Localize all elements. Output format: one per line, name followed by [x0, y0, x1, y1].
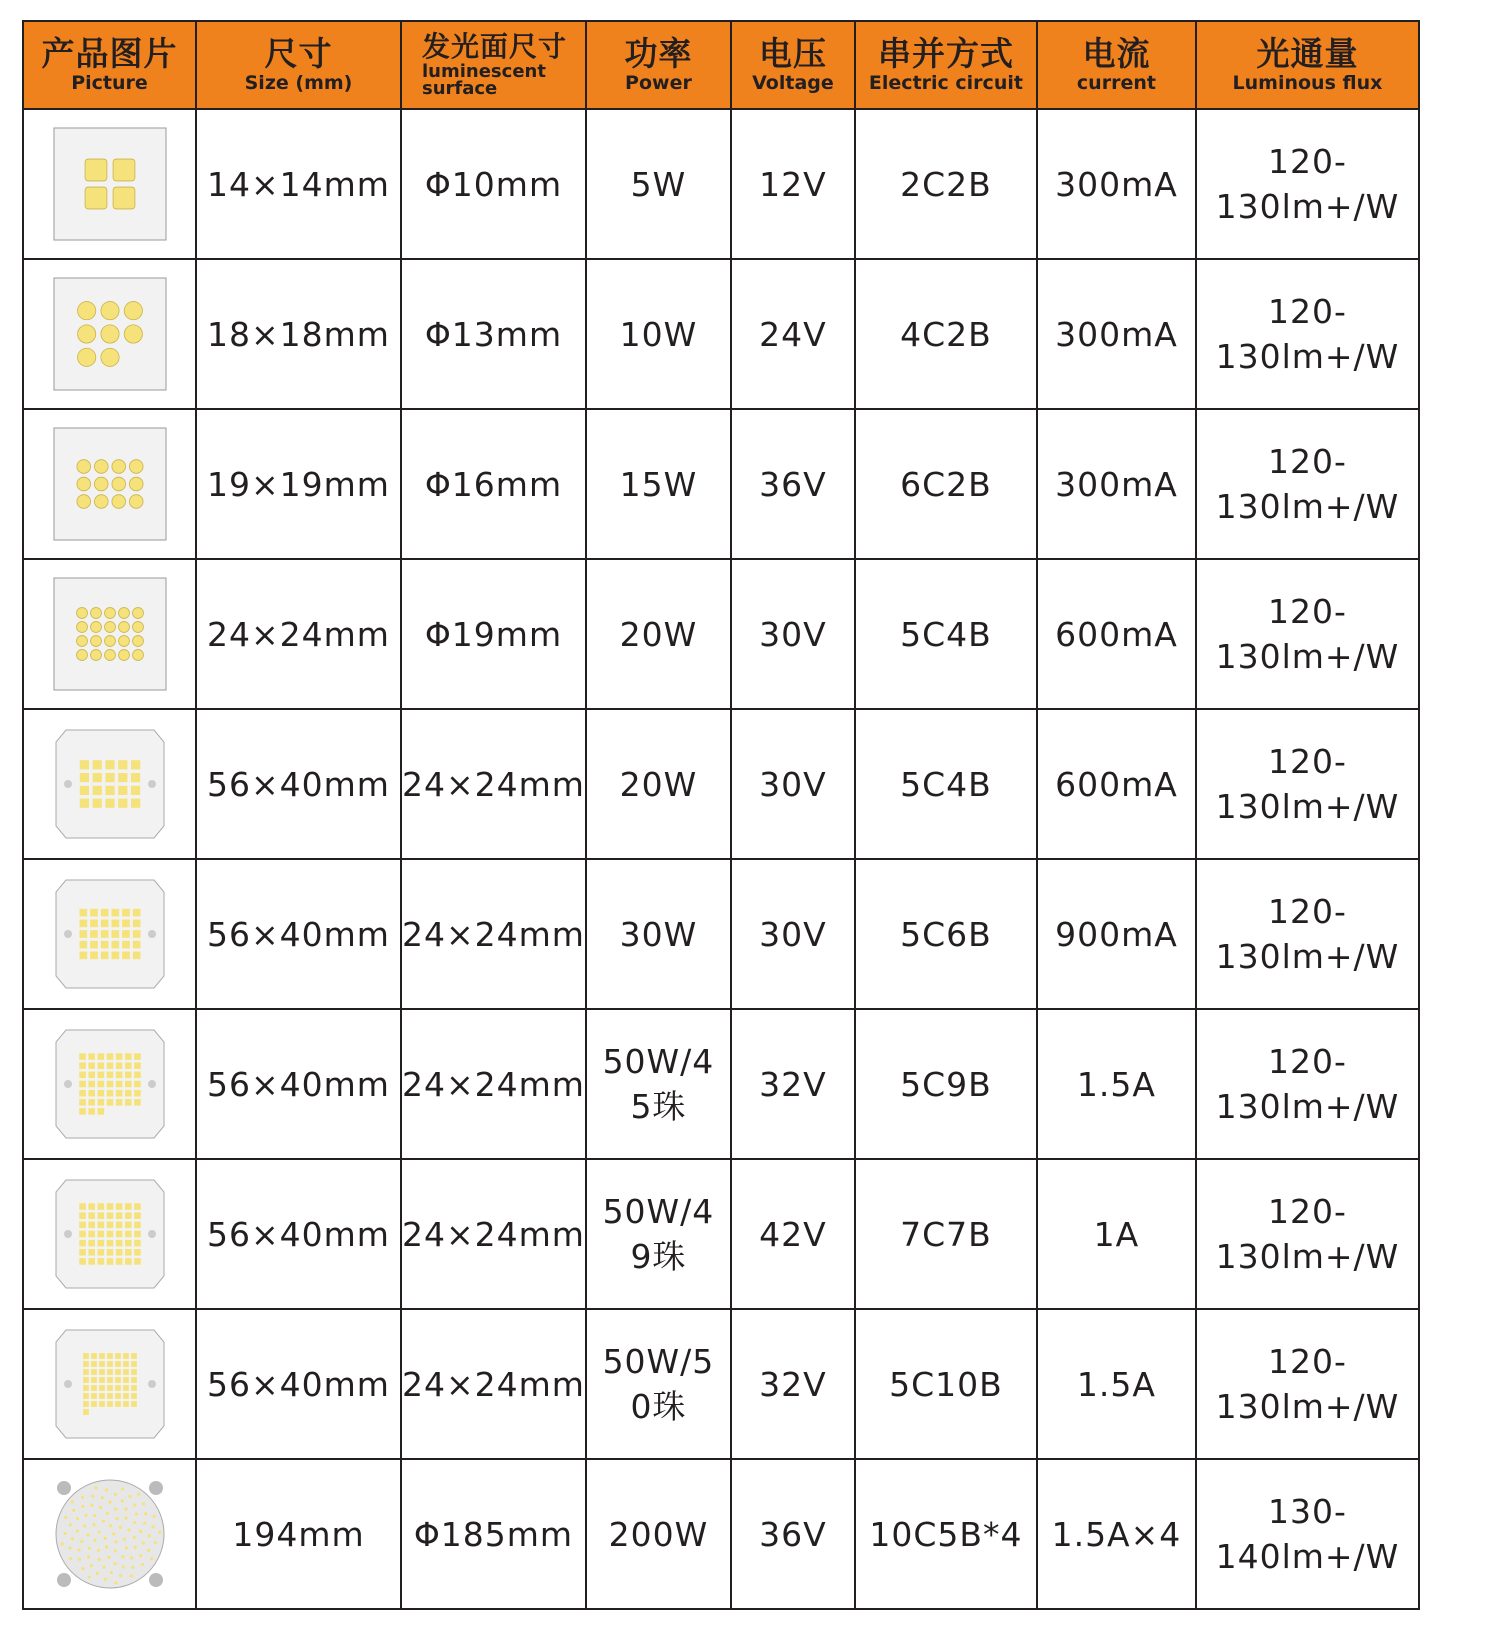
- power-cell: 10W: [586, 259, 731, 409]
- circuit-cell: 5C4B: [855, 559, 1037, 709]
- surface-cell: 24×24mm: [401, 859, 586, 1009]
- picture-cell: [23, 1309, 196, 1459]
- surface-cell: 24×24mm: [401, 1309, 586, 1459]
- surface-cell: 24×24mm: [401, 709, 586, 859]
- flux-line: 130lm+/W: [1215, 637, 1400, 676]
- flux-line: 120-: [1267, 442, 1347, 481]
- size-cell: 24×24mm: [196, 559, 401, 709]
- current-cell: 1.5A: [1037, 1309, 1196, 1459]
- table-row: [23, 1309, 1419, 1459]
- flux-line: 120-: [1267, 1342, 1347, 1381]
- voltage-cell: 32V: [731, 1309, 855, 1459]
- flux-line: 130lm+/W: [1215, 937, 1400, 976]
- flux-line: 130lm+/W: [1215, 337, 1400, 376]
- picture-cell: [23, 259, 196, 409]
- surface-cell: 24×24mm: [401, 1009, 586, 1159]
- current-cell: 600mA: [1037, 559, 1196, 709]
- picture-cell: [23, 1159, 196, 1309]
- voltage-cell: 36V: [731, 409, 855, 559]
- voltage-cell: 30V: [731, 709, 855, 859]
- table-row: [23, 259, 1419, 409]
- power-cell: 30W: [586, 859, 731, 1009]
- power-cell: 15W: [586, 409, 731, 559]
- flux-line: 120-: [1267, 892, 1347, 931]
- circuit-cell: 6C2B: [855, 409, 1037, 559]
- picture-cell: [23, 109, 196, 259]
- led-module-image: [48, 1172, 172, 1296]
- voltage-cell: 12V: [731, 109, 855, 259]
- table-row: [23, 1459, 1419, 1609]
- surface-cell: Φ16mm: [401, 409, 586, 559]
- led-module-image: [48, 1022, 172, 1146]
- table-row: [23, 1159, 1419, 1309]
- power-cell: 20W: [586, 559, 731, 709]
- flux-line: 120-: [1267, 292, 1347, 331]
- size-cell: 56×40mm: [196, 1009, 401, 1159]
- flux-line: 130lm+/W: [1215, 1387, 1400, 1426]
- size-cell: 56×40mm: [196, 709, 401, 859]
- voltage-cell: 24V: [731, 259, 855, 409]
- voltage-cell: 36V: [731, 1459, 855, 1609]
- header-voltage: 电压 Voltage: [731, 21, 855, 109]
- picture-cell: [23, 409, 196, 559]
- current-cell: 300mA: [1037, 109, 1196, 259]
- picture-cell: [23, 559, 196, 709]
- power-cell: 50W/50珠: [586, 1309, 731, 1459]
- power-cell: 200W: [586, 1459, 731, 1609]
- picture-cell: [23, 1459, 196, 1609]
- table-row: [23, 859, 1419, 1009]
- circuit-cell: 2C2B: [855, 109, 1037, 259]
- flux-line: 130lm+/W: [1215, 1237, 1400, 1276]
- voltage-cell: 30V: [731, 559, 855, 709]
- flux-line: 130-: [1267, 1492, 1347, 1531]
- current-cell: 1.5A: [1037, 1009, 1196, 1159]
- flux-cell: [1196, 559, 1419, 709]
- flux-line: 130lm+/W: [1215, 1087, 1400, 1126]
- size-cell: 56×40mm: [196, 859, 401, 1009]
- table-row: [23, 409, 1419, 559]
- surface-cell: 24×24mm: [401, 1159, 586, 1309]
- header-row: [23, 21, 1419, 109]
- size-cell: 194mm: [196, 1459, 401, 1609]
- led-module-image: [48, 272, 172, 396]
- flux-cell: [1196, 859, 1419, 1009]
- header-size: 尺寸 Size (mm): [196, 21, 401, 109]
- flux-line: 130lm+/W: [1215, 187, 1400, 226]
- power-cell: 50W/45珠: [586, 1009, 731, 1159]
- flux-cell: [1196, 259, 1419, 409]
- circuit-cell: 10C5B*4: [855, 1459, 1037, 1609]
- current-cell: 900mA: [1037, 859, 1196, 1009]
- voltage-cell: 42V: [731, 1159, 855, 1309]
- power-cell: 50W/49珠: [586, 1159, 731, 1309]
- current-cell: 300mA: [1037, 409, 1196, 559]
- current-cell: 600mA: [1037, 709, 1196, 859]
- picture-cell: [23, 709, 196, 859]
- flux-cell: [1196, 709, 1419, 859]
- led-module-image: [48, 122, 172, 246]
- circuit-cell: 4C2B: [855, 259, 1037, 409]
- led-module-image: [48, 1472, 172, 1596]
- flux-cell: [1196, 409, 1419, 559]
- size-cell: 56×40mm: [196, 1159, 401, 1309]
- led-module-image: [48, 422, 172, 546]
- power-cell: 5W: [586, 109, 731, 259]
- current-cell: 300mA: [1037, 259, 1196, 409]
- flux-line: 130lm+/W: [1215, 787, 1400, 826]
- led-spec-table: [22, 20, 1420, 1610]
- power-cell: 20W: [586, 709, 731, 859]
- led-module-image: [48, 722, 172, 846]
- table-row: [23, 109, 1419, 259]
- flux-line: 120-: [1267, 1192, 1347, 1231]
- flux-line: 120-: [1267, 742, 1347, 781]
- circuit-cell: 5C6B: [855, 859, 1037, 1009]
- header-surface: 发光面尺寸 luminescent surface: [401, 21, 586, 109]
- flux-line: 130lm+/W: [1215, 487, 1400, 526]
- circuit-cell: 5C10B: [855, 1309, 1037, 1459]
- surface-cell: Φ10mm: [401, 109, 586, 259]
- flux-line: 140lm+/W: [1215, 1537, 1400, 1576]
- led-module-image: [48, 1322, 172, 1446]
- circuit-cell: 5C4B: [855, 709, 1037, 859]
- flux-line: 120-: [1267, 142, 1347, 181]
- table-row: [23, 709, 1419, 859]
- voltage-cell: 32V: [731, 1009, 855, 1159]
- current-cell: 1A: [1037, 1159, 1196, 1309]
- flux-cell: [1196, 1009, 1419, 1159]
- flux-cell: [1196, 1459, 1419, 1609]
- current-cell: 1.5A×4: [1037, 1459, 1196, 1609]
- size-cell: 19×19mm: [196, 409, 401, 559]
- picture-cell: [23, 1009, 196, 1159]
- surface-cell: Φ185mm: [401, 1459, 586, 1609]
- size-cell: 56×40mm: [196, 1309, 401, 1459]
- header-power: 功率 Power: [586, 21, 731, 109]
- size-cell: 18×18mm: [196, 259, 401, 409]
- surface-cell: Φ19mm: [401, 559, 586, 709]
- surface-cell: Φ13mm: [401, 259, 586, 409]
- header-picture: 产品图片 Picture: [23, 21, 196, 109]
- flux-cell: [1196, 109, 1419, 259]
- picture-cell: [23, 859, 196, 1009]
- flux-cell: [1196, 1309, 1419, 1459]
- circuit-cell: 5C9B: [855, 1009, 1037, 1159]
- header-circuit: 串并方式 Electric circuit: [855, 21, 1037, 109]
- flux-line: 120-: [1267, 592, 1347, 631]
- flux-line: 120-: [1267, 1042, 1347, 1081]
- table-row: [23, 559, 1419, 709]
- voltage-cell: 30V: [731, 859, 855, 1009]
- header-flux: 光通量 Luminous flux: [1196, 21, 1419, 109]
- flux-cell: [1196, 1159, 1419, 1309]
- circuit-cell: 7C7B: [855, 1159, 1037, 1309]
- size-cell: 14×14mm: [196, 109, 401, 259]
- header-current: 电流 current: [1037, 21, 1196, 109]
- table-row: [23, 1009, 1419, 1159]
- led-module-image: [48, 872, 172, 996]
- led-module-image: [48, 572, 172, 696]
